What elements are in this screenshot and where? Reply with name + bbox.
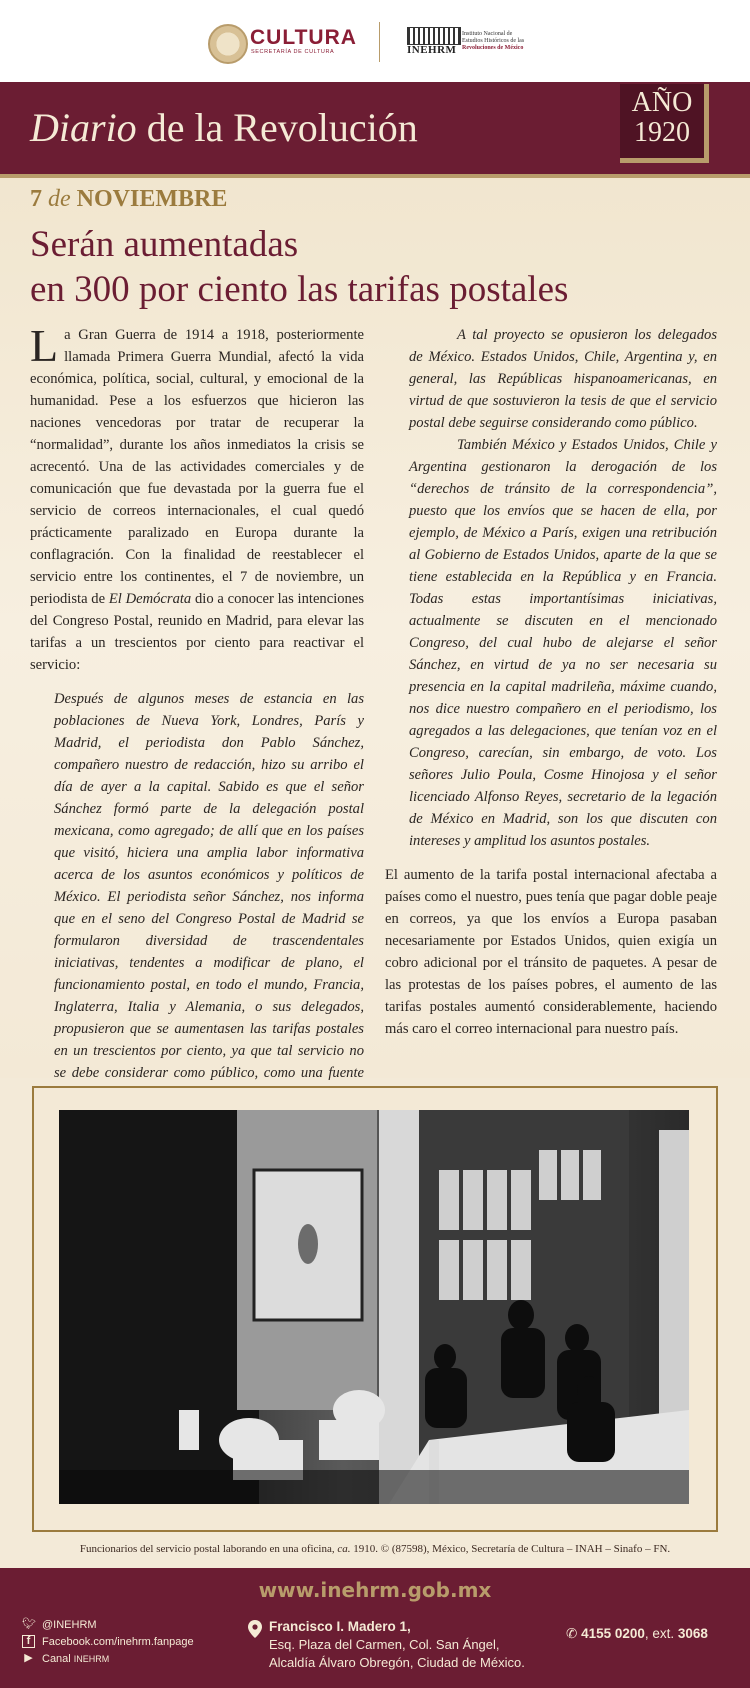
block-quote-right-1: A tal proyecto se opusieron los delegados de México. Estados Unidos, Chile, Argentina y, en general, las Repúblicas hispanoamericanas, en virtud de que sostuvieron la tesis de que el servicio postal debe seguirse considerando como público. (409, 327, 717, 431)
phone-ext: 3068 (677, 1626, 708, 1641)
top-header (0, 0, 750, 82)
youtube-icon: ▶ (24, 1652, 33, 1664)
phone-block (566, 1626, 708, 1642)
cultura-logo-title: CULTURA (250, 26, 357, 49)
headline-line-1: Serán aumentadas (30, 224, 299, 265)
address-line-1: Francisco I. Madero 1, (269, 1619, 411, 1634)
article-column-left (30, 320, 364, 1128)
facebook-handle: Facebook.com/inehrm.fanpage (42, 1635, 194, 1648)
photo-caption (0, 1543, 750, 1555)
cultura-logo-subtitle: SECRETARÍA DE CULTURA (251, 49, 335, 55)
intro-paragraph (30, 320, 364, 676)
headline-line-2: en 300 por ciento las tarifas postales (30, 269, 569, 310)
newspaper-name: El Demócrata (108, 591, 192, 607)
caption-circa: ca. (337, 1543, 351, 1555)
closing-paragraph: El aumento de la tarifa postal internacional afectaba a países como el nuestro, pues tenía que pagar doble peaje en correos, ya que los envíos a Europa pasaban necesariamente por Estados Unidos, quien exigía un cobro adicional por el tránsito de paquetes. A pesar de las protestas de los países pobres, el aumento de las tarifas postales aumentó considerablemente, haciendo más caro el correo internacional para nuestro país. (385, 867, 717, 1037)
intro-text-a: a Gran Guerra de 1914 a 1918, posteriormente llamada Primera Guerra Mundial, afectó la vida económica, política, social, cultural, y emocional de la humanidad. Pese a los esfuerzos que hicieron las naciones vencedoras por tratar de recuperar la “normalidad”, durante los años inmediatos la crisis se acrecentó. Una de las actividades comerciales y de comunicación que fue devastada por la guerra fue el servicio de correos internacionales, el cual quedó prácticamente paralizado en Europa durante la conflagración. Con la finalidad de reestablecer el servicio entre los continentes, el 7 de noviembre, un periodista de (30, 327, 364, 607)
post-office-photo-illustration (59, 1110, 689, 1504)
channel-label: Canal (42, 1652, 71, 1665)
address-block (248, 1618, 525, 1672)
year-badge (620, 84, 709, 163)
drop-cap: L (30, 320, 59, 371)
twitter-icon: 🐦︎ (22, 1618, 36, 1630)
article-date (30, 186, 227, 213)
year-label: AÑO (631, 87, 693, 118)
caption-text-a: Funcionarios del servicio postal laborando en una oficina, (79, 1543, 338, 1555)
address-line-2: Esq. Plaza del Carmen, Col. San Ángel, (269, 1637, 500, 1652)
inehrm-logo-word: INEHRM (407, 44, 457, 56)
social-links (22, 1616, 194, 1667)
date-de: de (42, 186, 77, 212)
article-headline (30, 222, 730, 312)
website-link[interactable]: www.inehrm.gob.mx (258, 1578, 492, 1602)
mexico-seal-icon (208, 24, 248, 64)
block-quote-left: Después de algunos meses de estancia en las poblaciones de Nueva York, Londres, París y Madrid, el periodista don Pablo Sánchez, compañero nuestro de redacción, hizo su arribo el día de ayer a la capital. Sabido es que el señor Sánchez formó parte de la delegación postal mexicana, como agregado; de allí que en los países que visitó, hiciera una amplia labor informativa acerca de los asuntos económicos y políticos de México. El periodista señor Sánchez, nos informa que en el seno del Congreso Postal de Madrid se formularon diversidad de trascendentales iniciativas, tendentes a modificar de plano, el funcionamiento postal, en todo el mundo, Francia, Inglaterra, Italia y Alemania, o sus delegados, propusieron que se aumentasen las tarifas postales en un trescientos por ciento, ya que tal servicio no se debe considerar como público, como una fuente (54, 691, 364, 1081)
banner-title-rest: de la Revolución (136, 105, 418, 150)
block-quote-right-2: También México y Estados Unidos, Chile y Argentina gestionaron la derogación de los “derechos de tránsito de la correspondencia”, puesto que los envíos que se hacen de ella, por ejemplo, de México a París, exigen una retribución al Gobierno de Estados Unidos, aparte de la que se tiene establecida en la República y en Francia. Todas estas importantísimas iniciativas, actualmente se discuten en el mencionado Congreso, del cual hubo de alejarse el señor Sánchez, en virtud de ya no ser necesaria su presencia en la capital madrileña, máxime cuando, nos dice nuestro compañero en el periodismo, los agregados a las delegaciones, que tenían voz en el Congreso, carecían, sin embargo, de voto. Los señores Julio Poula, Cosme Hinojosa y el señor licenciado Alfonso Reyes, secretario de la legación de México en Madrid, son los que discuten con intereses y amplitud los asuntos postales. (409, 437, 717, 849)
location-pin-icon (248, 1620, 262, 1643)
banner-title (30, 104, 418, 151)
date-day: 7 (30, 186, 42, 212)
inehrm-line-1: Instituto Nacional de (462, 31, 513, 37)
intro-text-b: dio a conocer las intenciones del Congreso Postal, reunido en Madrid, para elevar las tarifas a un trescientos por ciento para reactivar el servicio: (30, 591, 364, 673)
youtube-link[interactable] (22, 1650, 194, 1667)
caption-text-b: 1910. © (87598), México, Secretaría de Cultura – INAH – Sinafo – FN. (350, 1543, 671, 1555)
phone-icon: ✆ (566, 1626, 582, 1641)
phone-ext-label: , ext. (644, 1626, 678, 1641)
facebook-icon: f (22, 1635, 35, 1648)
channel-name: INEHRM (73, 1653, 110, 1664)
twitter-link[interactable] (22, 1616, 194, 1633)
logo-divider (379, 22, 380, 62)
inehrm-logo-text (462, 31, 542, 52)
inehrm-line-3: Revoluciones de México (462, 45, 524, 51)
article-column-right (385, 324, 717, 1040)
inehrm-building-icon (407, 27, 461, 45)
address-line-3: Alcaldía Álvaro Obregón, Ciudad de México. (269, 1655, 525, 1670)
phone-number[interactable]: 4155 0200 (581, 1626, 645, 1641)
inehrm-line-2: Estudios Históricos de las (462, 38, 525, 44)
twitter-handle: @INEHRM (42, 1618, 97, 1631)
date-month: NOVIEMBRE (76, 186, 228, 212)
facebook-link[interactable] (22, 1633, 194, 1650)
year-value: 1920 (634, 117, 690, 148)
historic-photo (59, 1110, 689, 1504)
banner-title-italic: Diario (30, 105, 137, 150)
